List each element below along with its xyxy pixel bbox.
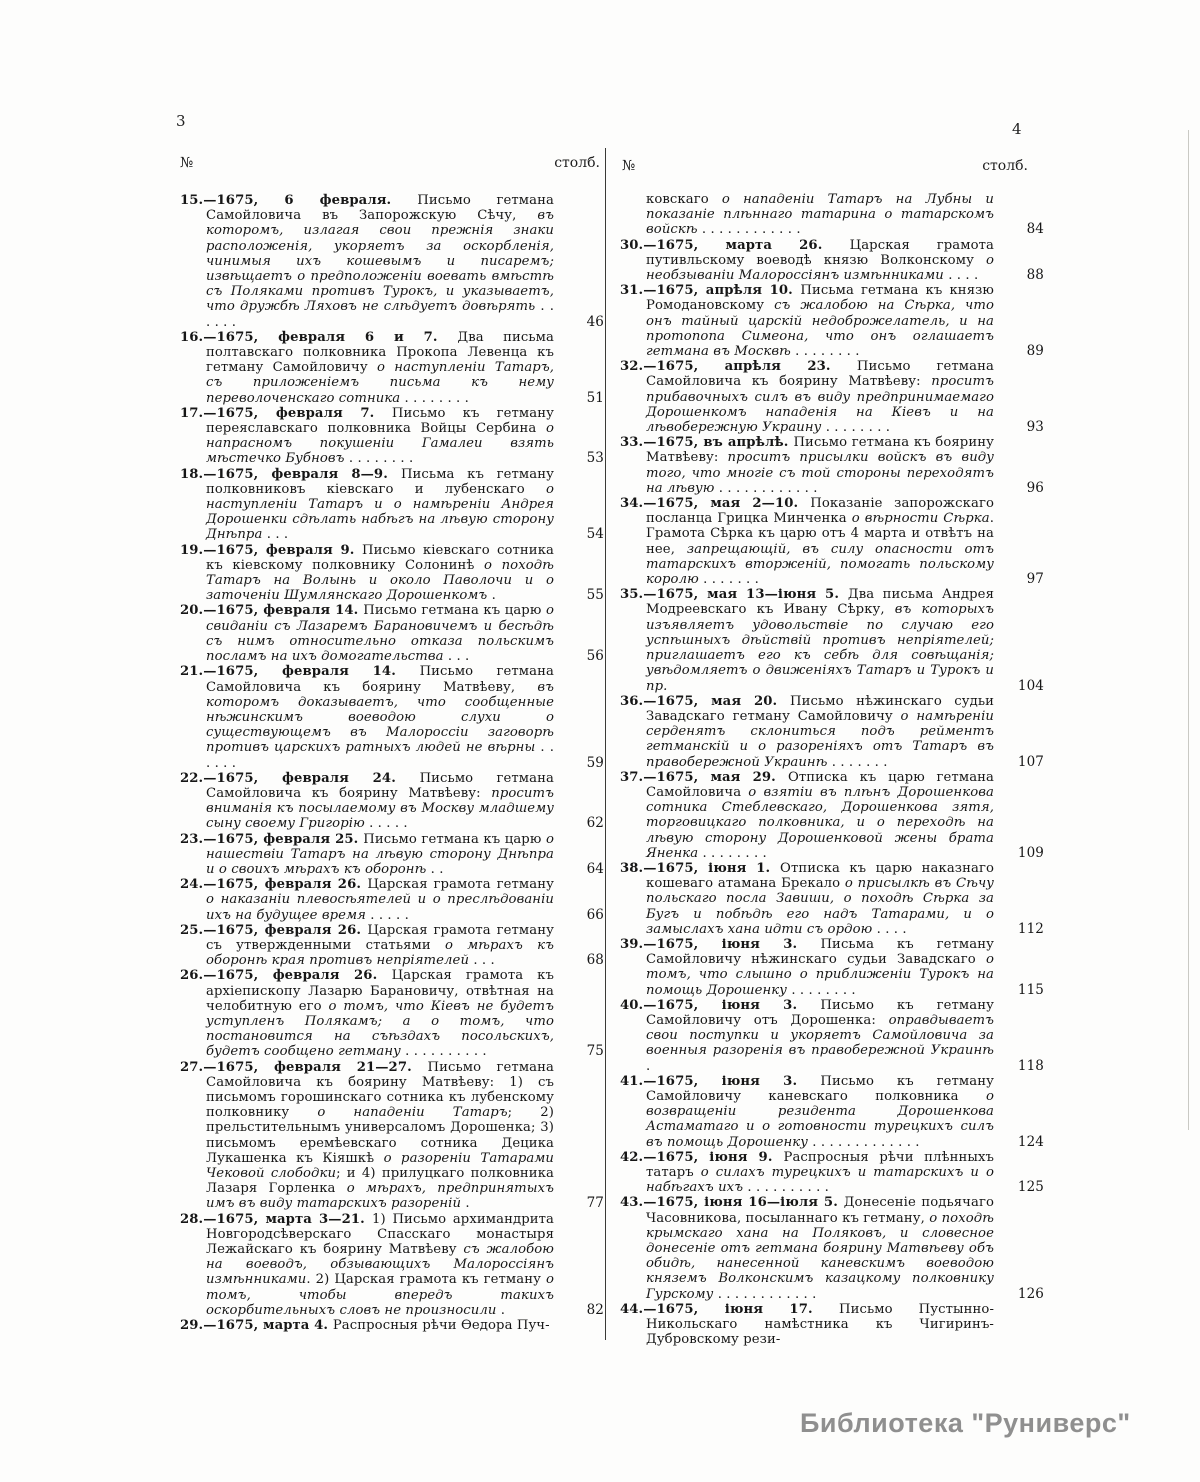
entry-text: Царская грамота къ архіепископу Лазарю Барановичу, отвѣтная на челобитную его bbox=[206, 968, 554, 1014]
entry-summary-text: о наступленіи Татаръ и о намѣреніи Андрея Дорошенки сдѣлать набѣгъ на лѣвую сторону Днѣпра bbox=[206, 481, 554, 543]
column-number: 64 bbox=[586, 860, 604, 877]
entry-text: . . . bbox=[262, 527, 289, 543]
entry-text: . . . . . . bbox=[206, 299, 555, 330]
entry-text: . . . . . bbox=[364, 816, 408, 832]
entry-text: 23.—1675, февраля 25. bbox=[180, 831, 364, 847]
entry-text: Царская грамота гетману съ утвержденными статьями bbox=[206, 922, 554, 953]
entry-text: 40.—1675, іюня 3. bbox=[620, 997, 821, 1013]
entry-text: . . . bbox=[443, 649, 470, 665]
toc-entry bbox=[620, 435, 1044, 496]
toc-entry bbox=[620, 359, 1044, 436]
entry-text: . . . . . . . . . . bbox=[400, 1044, 487, 1060]
column-number: 59 bbox=[586, 754, 604, 771]
entry-text: 24.—1675, февраля 26. bbox=[180, 877, 368, 893]
entry-text: 15.—1675, 6 февраля. bbox=[180, 193, 418, 208]
entry-text: . . bbox=[426, 861, 444, 877]
entry-text: Письма къ гетману Самойловичу нѣжинскаго судьи Завадскаго bbox=[646, 936, 994, 968]
entry-text: 17.—1675, февраля 7. bbox=[180, 405, 392, 421]
toc-entry bbox=[620, 237, 1044, 284]
entry-text: 27.—1675, февраля 21—27. bbox=[180, 1059, 428, 1075]
entry-summary-text: проситъ присылки войскъ въ виду того, что многіе съ той стороны переходятъ на лѣвую bbox=[646, 450, 994, 496]
entry-text: . . . . . . . . bbox=[344, 451, 414, 467]
entry-summary-text: о свиданіи съ Лазаремъ Барановичемъ и бесѣдѣ съ нимъ относительно отказа польскимъ посламъ на ихъ домогательства bbox=[206, 603, 554, 665]
entry-summary-text: о напрасномъ покушеніи Гамалеи взять мѣстечко Бубновъ bbox=[206, 421, 554, 467]
toc-entry bbox=[180, 603, 604, 665]
entry-text: Распросныя рѣчи Ѳедора Пуч- bbox=[332, 1318, 550, 1334]
entry-summary-text: о томъ, что Кіевъ не будетъ уступленъ Полякамъ; а о томъ, что постановится на съѣздахъ посольскихъ, будетъ сообщено гетману bbox=[206, 998, 554, 1060]
entry-summary-text: о походѣ Татаръ на Волынь и около Паволочи и о заточеніи Шумлянскаго Дорошенкомъ bbox=[206, 557, 554, 604]
entry-text: . . . . . . . . bbox=[787, 982, 856, 998]
entry-text: Письмо гетмана Самойловича къ боярину Матвѣеву: bbox=[206, 770, 554, 801]
entry-summary-text: въ которыхъ изъявляетъ удовольствіе по случаю его успѣшныхъ дѣйствій противъ непріятелей; приглашаетъ его къ себѣ для совѣщанія; увѣдомляетъ о движеніяхъ Татаръ и Турокъ и пр. bbox=[646, 602, 994, 694]
entry-text: ковскаго bbox=[646, 192, 722, 207]
column-number: 112 bbox=[1017, 920, 1044, 937]
toc-entry bbox=[180, 877, 604, 923]
entry-summary-text: о намѣреніи серденятъ склониться подъ рейментъ гетманскій и о разореніяхъ отъ Татаръ въ правобережной Украинѣ bbox=[646, 708, 994, 770]
column-number: 53 bbox=[586, 450, 604, 467]
entry-text: . . . . . . . . . . . . . bbox=[808, 1134, 920, 1150]
column-number: 107 bbox=[1017, 753, 1044, 770]
entry-text: . . . . . . . bbox=[827, 754, 888, 770]
toc-entry bbox=[620, 997, 1044, 1074]
toc-entry bbox=[620, 860, 1044, 937]
entry-text: 16.—1675, февраля 6 и 7. bbox=[180, 329, 458, 345]
entry-text: Отписка къ царю наказнаго кошеваго атамана Брекало bbox=[646, 860, 994, 892]
entry-summary-text: съ жалобою на воеводъ, обзывающихъ Малороссіянъ измѣнниками bbox=[206, 1242, 555, 1288]
entry-text: Царская грамота путивльскому воеводѣ князю Волконскому bbox=[646, 237, 994, 268]
entry-text: . . . . . . . . bbox=[790, 344, 860, 360]
entry-text: . . . . . . . . bbox=[400, 390, 469, 406]
entry-text: Письмо гетмана Самойловича къ боярину Матвѣеву, bbox=[206, 664, 554, 695]
toc-entry bbox=[180, 922, 604, 969]
entry-text: 36.—1675, мая 20. bbox=[620, 693, 791, 709]
entry-text: Царская грамота гетману bbox=[367, 877, 554, 893]
column-number: 109 bbox=[1017, 844, 1044, 861]
entry-text: Письмо къ гетману переяславскаго полковника Войцы Сербина bbox=[206, 405, 554, 437]
entry-summary-text: о нападеніи Татаръ на Лубны и показаніе плѣннаго татарина о татарскомъ войскѣ bbox=[646, 192, 994, 238]
entry-text: Два письма Андрея Модреевскаго къ Ивану Сѣрку, bbox=[646, 587, 994, 618]
entry-text: Письмо кіевскаго сотника къ кіевскому полковнику Солонинѣ bbox=[206, 542, 554, 573]
entry-text: Письмо гетмана къ царю bbox=[363, 603, 546, 619]
entry-text: Два письма полтавскаго полковника Прокопа Левенца къ гетману Самойловичу bbox=[206, 329, 554, 376]
column-number: 88 bbox=[1026, 267, 1044, 284]
column-number: 54 bbox=[586, 526, 604, 543]
toc-entry bbox=[180, 193, 604, 330]
column-header-no-left: № bbox=[180, 155, 194, 171]
column-number: 46 bbox=[586, 313, 604, 330]
entry-summary-text: о силахъ турецкихъ и татарскихъ и о набѣгахъ ихъ bbox=[646, 1165, 994, 1196]
entry-summary-text: о необзываніи Малороссіянъ измѣнниками bbox=[646, 252, 994, 284]
entry-summary-text: о мѣрахъ къ оборонѣ края противъ непріятелей bbox=[206, 937, 554, 969]
entry-text: 20.—1675, февраля 14. bbox=[180, 603, 364, 619]
entry-summary-text: о наказаніи плевосѣятелей и о преслѣдованіи ихъ на будущее время bbox=[206, 892, 554, 923]
toc-entry bbox=[180, 1059, 604, 1212]
entry-summary-text: о взятіи въ плѣнъ Дорошенкова сотника Стеблевскаго, Дорошенкова зятя, торговицкаго полковника, и о переходѣ на лѣвую сторону Дорошенковой жены брата Яненка bbox=[646, 784, 994, 861]
entry-text: Донесеніе подьячаго Часовникова, посыланнаго къ гетману, bbox=[646, 1195, 994, 1226]
toc-entry bbox=[620, 1302, 994, 1348]
entry-text: Отписка къ царю гетмана Самойловича bbox=[646, 769, 995, 800]
entry-text: 38.—1675, іюня 1. bbox=[620, 860, 781, 876]
entry-summary-text: о мѣрахъ, предпринятыхъ имъ въ виду татарскихъ разореній bbox=[206, 1181, 554, 1212]
column-number: 77 bbox=[586, 1195, 604, 1212]
entry-text: 21.—1675, февраля 14. bbox=[180, 664, 420, 680]
entry-text: . bbox=[646, 1058, 651, 1074]
entry-summary-text: запрещающій, въ силу опасности отъ татарскихъ вторженій, помогать польскому королю bbox=[646, 541, 994, 588]
column-number: 62 bbox=[586, 815, 604, 832]
entry-text: . . . . . . . . . . . . bbox=[697, 222, 801, 238]
entry-text: . . . . . . . . bbox=[698, 845, 767, 861]
toc-entry bbox=[620, 1149, 1044, 1196]
entry-text: Письмо къ гетману Самойловичу отъ Дорошенка: bbox=[646, 997, 994, 1028]
toc-column-right bbox=[620, 192, 1044, 1348]
column-number: 125 bbox=[1017, 1179, 1044, 1196]
entry-text: Письмо нѣжинскаго судьи Завадскаго гетману Самойловичу bbox=[646, 693, 994, 724]
column-number: 93 bbox=[1026, 419, 1044, 436]
entry-text: . . . . . . . . . . . . bbox=[714, 480, 818, 496]
entry-summary-text: проситъ прибавочныхъ силъ въ виду предпринимаемаго Дорошенкомъ нападенія на Кіевъ и на лѣвобережную Украину bbox=[646, 374, 994, 436]
entry-text: . . . . . . bbox=[206, 740, 555, 771]
entry-text: 33.—1675, въ апрѣлѣ. bbox=[620, 435, 794, 451]
toc-entry bbox=[180, 1318, 554, 1333]
entry-text: 30.—1675, марта 26. bbox=[620, 237, 850, 253]
entry-text: 19.—1675, февраля 9. bbox=[180, 542, 363, 558]
entry-summary-text: о вѣрности Сѣрка bbox=[851, 511, 990, 527]
entry-text: 43.—1675, іюня 16—іюля 5. bbox=[620, 1195, 844, 1211]
toc-entry bbox=[620, 1073, 1044, 1150]
toc-entry bbox=[180, 770, 604, 832]
entry-text: Письма гетмана къ князю Ромодановскому bbox=[646, 283, 994, 314]
entry-text: 44.—1675, іюня 17. bbox=[620, 1301, 840, 1317]
toc-entry bbox=[180, 329, 604, 406]
column-number: 75 bbox=[586, 1043, 604, 1060]
entry-text: Письмо Пустынно-Никольскаго намѣстника къ Чигиринъ-Дубровскому рези- bbox=[646, 1301, 994, 1348]
entry-text: Письмо гетмана къ царю bbox=[363, 831, 546, 847]
toc-entry bbox=[180, 1211, 604, 1318]
entry-text: . . . bbox=[469, 953, 495, 969]
entry-text: . bbox=[461, 1196, 470, 1212]
entry-text: 42.—1675, іюня 9. bbox=[620, 1149, 784, 1165]
page-number-right: 4 bbox=[1012, 120, 1022, 138]
entry-summary-text: въ которомъ доказываетъ, что сообщенные нѣжинскимъ воеводою слухи о существующемъ въ Малороссіи заговорѣ противъ царскихъ ратныхъ людей не вѣрны bbox=[206, 679, 554, 756]
entry-text: 39.—1675, іюня 3. bbox=[620, 936, 821, 952]
column-number: 84 bbox=[1026, 221, 1044, 238]
entry-text: 1) Письмо архимандрита Новгородсѣверскаго Спасскаго монастыря Лежайскаго къ боярину Матвѣеву bbox=[206, 1211, 554, 1258]
column-number: 82 bbox=[586, 1301, 604, 1318]
entry-summary-text: о нашествіи Татаръ на лѣвую сторону Днѣпра и о своихъ мѣрахъ къ оборонѣ bbox=[206, 831, 554, 877]
column-number: 66 bbox=[586, 906, 604, 923]
entry-text: Письмо гетмана Самойловича къ боярину Матвѣеву: 1) съ письмомъ горошинскаго сотника къ лубенскому полковнику bbox=[206, 1059, 554, 1121]
entry-text: . . . . . . . . . . . . bbox=[713, 1286, 817, 1302]
entry-text: Письмо къ гетману Самойловичу каневскаго полковника bbox=[646, 1073, 994, 1104]
entry-text: . 2) Царская грамота къ гетману bbox=[306, 1272, 546, 1288]
toc-entry bbox=[620, 283, 1044, 360]
entry-text: 31.—1675, апрѣля 10. bbox=[620, 283, 801, 299]
entry-text: 26.—1675, февраля 26. bbox=[180, 968, 392, 984]
entry-text: . Грамота Сѣрка къ царю отъ 4 марта и отвѣтъ на нее, bbox=[646, 511, 995, 557]
entry-summary-text: о нападеніи Татаръ bbox=[317, 1105, 508, 1121]
column-number: 68 bbox=[586, 952, 604, 969]
entry-text: . . . . . . . . . . bbox=[743, 1180, 829, 1196]
column-divider-rule bbox=[605, 148, 606, 1340]
toc-entry bbox=[620, 693, 1044, 770]
column-number: 126 bbox=[1017, 1285, 1044, 1302]
column-number: 118 bbox=[1017, 1057, 1044, 1074]
entry-text: Распросныя рѣчи плѣнныхъ татаръ bbox=[646, 1149, 994, 1180]
column-number: 97 bbox=[1026, 571, 1044, 588]
entry-text: . bbox=[487, 588, 496, 604]
library-watermark: Библиотека "Руниверс" bbox=[800, 1408, 1131, 1438]
page-number-left: 3 bbox=[176, 112, 186, 130]
column-number: 104 bbox=[1017, 677, 1044, 694]
entry-text: 34.—1675, мая 2—10. bbox=[620, 496, 811, 512]
entry-text: 18.—1675, февраля 8—9. bbox=[180, 466, 401, 482]
column-number: 55 bbox=[586, 587, 604, 604]
column-header-stolb-right: столб. bbox=[982, 158, 1028, 174]
entry-text: 35.—1675, мая 13—іюня 5. bbox=[620, 587, 848, 603]
entry-text: Письма къ гетману полковниковъ кіевскаго и лубенскаго bbox=[206, 466, 555, 497]
toc-entry bbox=[180, 664, 604, 771]
column-number: 51 bbox=[586, 389, 604, 406]
toc-entry bbox=[620, 496, 1044, 588]
entry-text: . bbox=[496, 1302, 506, 1318]
toc-column-left bbox=[180, 193, 604, 1334]
entry-summary-text: о походѣ крымскаго хана на Поляковъ, и словесное донесеніе отъ гетмана боярину Матвѣеву объ обидѣ, нанесенной каневскимъ воеводою княземъ Волконскимъ казацкому полковнику Гурскому bbox=[646, 1210, 994, 1302]
column-header-stolb-left: столб. bbox=[554, 155, 600, 171]
toc-entry bbox=[180, 405, 604, 467]
entry-summary-text: о разореніи Татарами Чековой слободки bbox=[206, 1150, 554, 1181]
toc-entry bbox=[620, 769, 1044, 861]
entry-text: . . . . . bbox=[365, 907, 409, 923]
toc-entry bbox=[180, 542, 604, 604]
entry-text: 32.—1675, апрѣля 23. bbox=[620, 359, 857, 375]
column-number: 115 bbox=[1017, 981, 1044, 998]
entry-summary-text: оправдываетъ свои поступки и укоряетъ Самойловича за военныя разоренія въ правобережной Украинѣ bbox=[646, 1012, 994, 1059]
toc-entry bbox=[620, 1195, 1044, 1302]
entry-text: . . . . bbox=[872, 921, 907, 937]
scan-page-edge bbox=[1188, 130, 1189, 1130]
entry-text: ; 2) прельстительнымъ универсаломъ Дорошенка; 3) письмомъ еремѣевскаго сотника Децика Лукашенка къ Кіяшкѣ bbox=[206, 1105, 554, 1166]
entry-summary-text: о присылкѣ въ Сѣчу польскаго посла Завиши, о походѣ Сѣрка за Бугъ и побѣдѣ его надъ Татарами, и о замыслахъ хана идти съ ордою bbox=[646, 876, 994, 937]
entry-text: Письмо гетмана Самойловича въ Запорожскую Сѣчу, bbox=[206, 193, 554, 224]
toc-entry bbox=[180, 831, 604, 878]
entry-summary-text: о томъ, чтобы впередъ такихъ оскорбительныхъ словъ не произносили bbox=[206, 1272, 554, 1318]
entry-summary-text: о томъ, что слышно о приближеніи Турокъ на помощь Дорошенку bbox=[646, 952, 994, 998]
entry-text: Показаніе запорожскаго посланца Грицка Минченка bbox=[646, 496, 994, 527]
entry-text: 37.—1675, мая 29. bbox=[620, 769, 788, 785]
column-number: 89 bbox=[1026, 343, 1044, 360]
entry-summary-text: проситъ вниманія къ посылаемому въ Москву младшему сыну своему Григорію bbox=[206, 785, 554, 832]
entry-summary-text: о возвращеніи резидента Дорошенкова Астаматаго и о готовности турецкихъ силъ въ помощь Дорошенку bbox=[646, 1088, 994, 1150]
column-header-no-right: № bbox=[622, 158, 636, 174]
entry-summary-text: съ жалобою на Сѣрка, что онъ тайный царскій недоброжелатель, и на протопопа Симеона, что онъ оглашаетъ гетмана въ Москвѣ bbox=[646, 298, 994, 360]
column-number: 56 bbox=[586, 648, 604, 665]
toc-entry bbox=[180, 968, 604, 1060]
entry-text: 29.—1675, марта 4. bbox=[180, 1318, 333, 1334]
entry-text: ; и 4) прилуцкаго полковника Лазаря Горленка bbox=[206, 1166, 554, 1197]
entry-text: 28.—1675, марта 3—21. bbox=[180, 1211, 372, 1227]
entry-text: . . . . bbox=[943, 268, 979, 284]
toc-entry bbox=[180, 466, 604, 543]
entry-text: 22.—1675, февраля 24. bbox=[180, 770, 420, 786]
entry-text: Письмо гетмана Самойловича къ боярину Матвѣеву: bbox=[646, 359, 994, 390]
column-number: 124 bbox=[1017, 1133, 1044, 1150]
toc-entry bbox=[620, 587, 1044, 694]
entry-text: . . . . . . . . bbox=[821, 420, 891, 436]
entry-text: Письмо гетмана къ боярину Матвѣеву: bbox=[646, 435, 994, 466]
column-number: 96 bbox=[1026, 479, 1044, 496]
entry-text: 25.—1675, февраля 26. bbox=[180, 922, 368, 938]
entry-text: 41.—1675, іюня 3. bbox=[620, 1073, 821, 1089]
entry-summary-text: о наступленіи Татаръ, съ приложеніемъ письма къ нему переволоченскаго сотника bbox=[206, 360, 554, 406]
entry-summary-text: въ которомъ, излагая свои прежнія знаки расположенія, укоряетъ за оскорбленія, чинимыя ихъ кошевымъ и писаремъ; извѣщаетъ о предположеніи воевать вмѣстѣ съ Поляками противъ Турокъ, и указываетъ, что дружбѣ Ляховъ не слѣдуетъ довѣрять bbox=[206, 208, 554, 315]
toc-entry bbox=[620, 936, 1044, 998]
entry-text: . . . . . . . bbox=[698, 572, 759, 588]
toc-entry bbox=[620, 192, 1044, 238]
